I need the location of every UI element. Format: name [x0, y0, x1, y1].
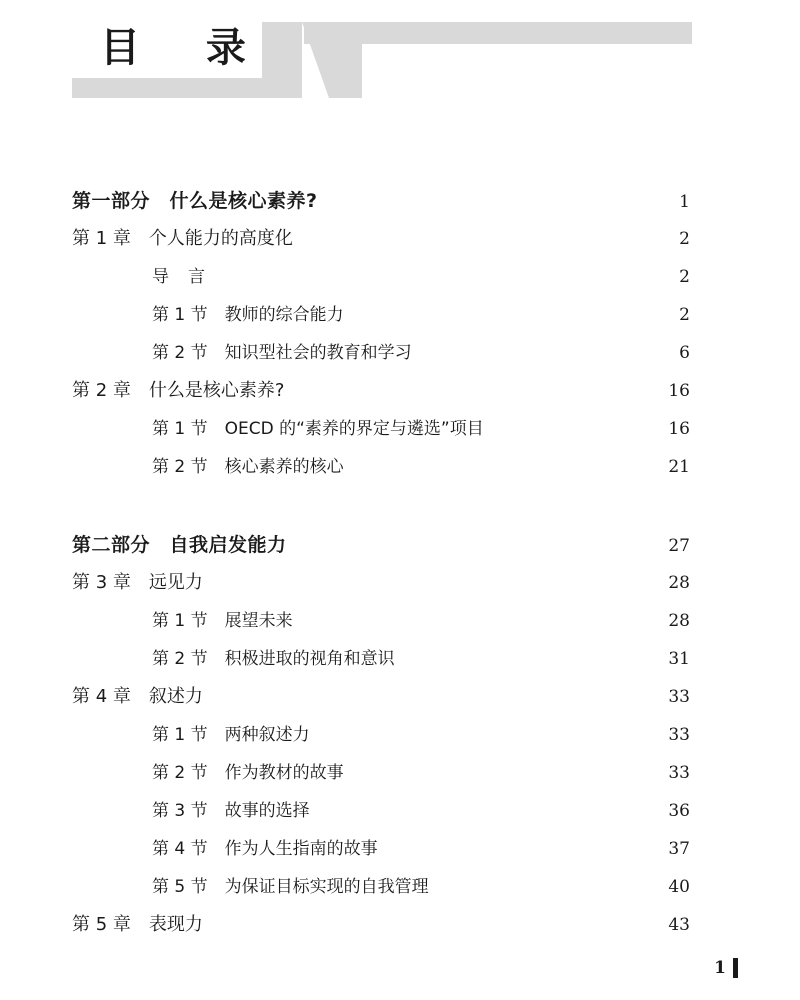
toc-entry[interactable]: [0, 758, 800, 796]
toc-entry[interactable]: [0, 186, 800, 224]
toc-entry[interactable]: [0, 720, 800, 758]
toc-entry-label: 第 5 章 表现力: [72, 914, 203, 935]
toc-entry-page: 2: [679, 305, 690, 325]
page-title: 目 录: [100, 24, 272, 71]
toc-entry-label: 第 5 节 为保证目标实现的自我管理: [152, 877, 429, 897]
toc-entry-label: 第 1 节 OECD 的“素养的界定与遴选”项目: [152, 419, 484, 439]
toc-entry-label: 第 2 章 什么是核心素养?: [72, 380, 285, 401]
toc-entry[interactable]: [0, 224, 800, 262]
toc-entry-page: 36: [668, 801, 690, 821]
toc-entry-page: 31: [668, 649, 690, 669]
toc-entry-page: 1: [679, 192, 690, 212]
toc-entry-label: 导 言: [152, 267, 206, 287]
toc-entry-page: 43: [668, 915, 690, 935]
toc-entry-label: 第 2 节 作为教材的故事: [152, 763, 344, 783]
toc-entry-label: 第 3 章 远见力: [72, 572, 203, 593]
toc-spacer: [0, 490, 800, 530]
toc-entry-page: 40: [668, 877, 690, 897]
toc-entry[interactable]: [0, 644, 800, 682]
toc-entry[interactable]: [0, 530, 800, 568]
toc-entry-label: 第 3 节 故事的选择: [152, 801, 310, 821]
toc-entry-page: 2: [679, 267, 690, 287]
toc-entry-page: 21: [668, 457, 690, 477]
toc-entry[interactable]: [0, 834, 800, 872]
toc-entry[interactable]: [0, 872, 800, 910]
toc-entry-label: 第 2 节 核心素养的核心: [152, 457, 344, 477]
toc-entry-page: 33: [668, 687, 690, 707]
toc-entry[interactable]: [0, 910, 800, 948]
toc-entry-label: 第 1 节 两种叙述力: [152, 725, 310, 745]
table-of-contents: [0, 186, 800, 948]
footer-mark-icon: [733, 958, 738, 978]
toc-entry-page: 16: [668, 419, 690, 439]
page-header: [0, 0, 800, 120]
toc-entry[interactable]: [0, 300, 800, 338]
toc-entry-label: 第 1 章 个人能力的高度化: [72, 228, 293, 249]
toc-entry-label: 第 2 节 积极进取的视角和意识: [152, 649, 395, 669]
toc-entry-page: 33: [668, 763, 690, 783]
toc-entry-page: 6: [679, 343, 690, 363]
toc-entry-page: 16: [668, 381, 690, 401]
toc-entry-label: 第 1 节 展望未来: [152, 611, 293, 631]
toc-entry-label: 第 4 章 叙述力: [72, 686, 203, 707]
toc-entry[interactable]: [0, 568, 800, 606]
toc-entry[interactable]: [0, 338, 800, 376]
toc-entry-label: 第二部分 自我启发能力: [72, 534, 287, 556]
toc-entry-page: 37: [668, 839, 690, 859]
band-right-rule: [304, 22, 692, 44]
toc-entry-label: 第 4 节 作为人生指南的故事: [152, 839, 378, 859]
toc-entry[interactable]: [0, 414, 800, 452]
toc-entry-page: 27: [668, 536, 690, 556]
toc-entry-page: 33: [668, 725, 690, 745]
toc-entry-label: 第 1 节 教师的综合能力: [152, 305, 344, 325]
toc-entry[interactable]: [0, 262, 800, 300]
toc-entry[interactable]: [0, 682, 800, 720]
toc-entry[interactable]: [0, 796, 800, 834]
toc-entry[interactable]: [0, 452, 800, 490]
toc-entry-label: 第一部分 什么是核心素养?: [72, 190, 318, 212]
toc-entry-page: 28: [668, 611, 690, 631]
toc-entry-page: 28: [668, 573, 690, 593]
toc-entry[interactable]: [0, 606, 800, 644]
toc-entry-page: 2: [679, 229, 690, 249]
footer-page-number: 1: [714, 958, 726, 978]
toc-entry[interactable]: [0, 376, 800, 414]
toc-entry-label: 第 2 节 知识型社会的教育和学习: [152, 343, 412, 363]
page-footer: [714, 958, 738, 978]
